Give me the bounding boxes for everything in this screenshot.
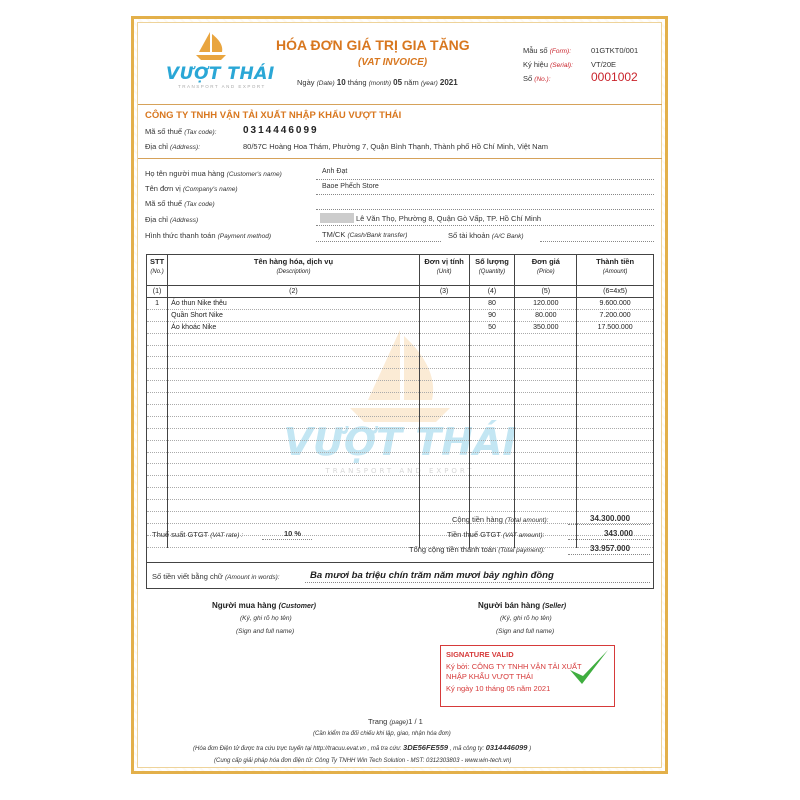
empty-table-row [147, 333, 654, 345]
account-label: Số tài khoản (A/C Bank) [448, 231, 524, 240]
col-header-qty: Số lượng (Quantity) [469, 255, 515, 286]
empty-table-row [147, 405, 654, 417]
svg-text:TRANSPORT AND EXPORT: TRANSPORT AND EXPORT [325, 467, 475, 475]
check-note: (Cần kiểm tra đối chiếu khi lập, giao, nhận hóa đơn) [313, 731, 451, 737]
vat-rate-value: 10 % [284, 529, 302, 538]
empty-table-row [147, 452, 654, 464]
empty-table-row [147, 393, 654, 405]
empty-table-row [147, 428, 654, 440]
serial: Ký hiệu (Serial): [523, 60, 573, 69]
buyer-address: Lê Văn Thọ, Phường 8, Quận Gò Vấp, TP. Hồ Chí Minh [356, 214, 542, 223]
invoice-date: Ngày (Date) 10 tháng (month) 05 năm (year) 2021 [297, 78, 458, 87]
customer-label: Họ tên người mua hàng (Customer's name) [145, 169, 282, 178]
buyer-address-label: Địa chỉ (Address) [145, 215, 199, 224]
total-payment-label: Tổng cộng tiền thanh toán (Total payment): [409, 545, 545, 554]
page-number: Trang (page)1 / 1 [368, 717, 423, 726]
empty-table-row [147, 416, 654, 428]
col-header-desc: Tên hàng hóa, dịch vụ (Description) [168, 255, 420, 286]
sailboat-logo-icon [193, 32, 229, 62]
seller-address: 80/57C Hoàng Hoa Thám, Phường 7, Quận Bình Thạnh, Thành phố Hồ Chí Minh, Việt Nam [243, 142, 548, 151]
table-row: Áo khoác Nike 50 350.000 17.500.000 [147, 321, 654, 333]
customer-name: Anh Đạt [322, 168, 348, 175]
invoice-title: HÓA ĐƠN GIÁ TRỊ GIA TĂNG [276, 37, 470, 53]
subtotal-label: Cộng tiền hàng (Total amount): [452, 515, 549, 524]
seller-address-label: Địa chỉ (Address): [145, 142, 201, 151]
col-header-unit: Đơn vị tính (Unit) [419, 255, 469, 286]
empty-table-row [147, 464, 654, 476]
empty-table-row [147, 345, 654, 357]
brand-tagline: TRANSPORT AND EXPORT [178, 84, 266, 89]
amount-in-words: Ba mươi ba triệu chín trăm năm mươi bảy nghìn đồng [310, 570, 554, 581]
company-name: Baoe Phếch Store [322, 183, 379, 190]
invoice-number-label: Số (No.): [523, 74, 551, 83]
checkmark-icon [566, 648, 610, 688]
vat-rate-label: Thuế suất GTGT (VAT rate) : [152, 530, 243, 539]
empty-table-row [147, 476, 654, 488]
lookup-line: (Hóa đơn Điện tử được tra cứu trực tuyến tại http://tracuu.evat.vn , mã tra cứu: 3DE56FE559 , mã công ty: 0314446099 ) [193, 743, 532, 752]
brand-name: VƯỢT THÁI [166, 64, 275, 84]
provider-note: (Cung cấp giải pháp hóa đơn điện tử: Công Ty TNHH Win Tech Solution - MST: 0312303803 - www.win-tech.vn) [214, 758, 512, 764]
empty-table-row [147, 357, 654, 369]
empty-table-row [147, 369, 654, 381]
signature-valid-box: SIGNATURE VALID Ký bởi: CÔNG TY TNHH VẬN TẢI XUẤT NHẬP KHẨU VƯỢT THÁI Ký ngày 10 tháng 05 năm 2021 [440, 645, 615, 707]
payment-method: TM/CK (Cash/Bank transfer) [322, 230, 408, 239]
col-header-price: Đơn giá (Price) [515, 255, 577, 286]
watermark-text: VƯỢT THÁI [283, 420, 517, 464]
total-payment-value: 33.957.000 [590, 544, 631, 553]
empty-table-row [147, 440, 654, 452]
table-row: Quần Short Nike 90 80.000 7.200.000 [147, 309, 654, 321]
items-table: STT (No.) Tên hàng hóa, dịch vụ (Description) Đơn vị tính (Unit) Số lượng (Quantity) Đơn giá (Price) Thành tiền (Amount) (1) (2) (3) (4) (5) (6=4x5) 1 Áo thun Nike thêu 80 120.000 9.600.000 Quần Short Nike 90 80.000 7.200.000 Áo khoác Nike 50 350.000 17.500.000 [146, 254, 654, 548]
buyer-tax-label: Mã số thuế (Tax code) [145, 199, 215, 208]
payment-label: Hình thức thanh toán (Payment method) [145, 231, 272, 240]
vat-amount-label: Tiền thuế GTGT (VAT amount): [447, 530, 545, 539]
seller-name: CÔNG TY TNHH VẬN TẢI XUẤT NHẬP KHẨU VƯỢT THÁI [145, 110, 402, 121]
seller-tax-label: Mã số thuế (Tax code): [145, 127, 217, 136]
seller-sign-title: Người bán hàng (Seller) [478, 601, 567, 610]
customer-sign-title: Người mua hàng (Customer) [212, 601, 316, 610]
empty-table-row [147, 488, 654, 500]
company-label: Tên đơn vị (Company's name) [145, 184, 238, 193]
subtotal-value: 34.300.000 [590, 514, 631, 523]
words-label: Số tiền viết bằng chữ (Amount in words): [152, 572, 280, 581]
empty-table-row [147, 381, 654, 393]
redacted-block [320, 213, 354, 223]
col-header-no: STT (No.) [147, 255, 168, 286]
invoice-subtitle: (VAT INVOICE) [358, 57, 428, 68]
invoice-number: 0001002 [591, 70, 638, 84]
form-number: Mẫu số (Form): [523, 46, 572, 55]
seller-tax-code: 0314446099 [243, 125, 319, 136]
vat-amount-value: 343.000 [604, 529, 633, 538]
col-header-amount: Thành tiền (Amount) [577, 255, 654, 286]
table-row: 1 Áo thun Nike thêu 80 120.000 9.600.000 [147, 298, 654, 310]
